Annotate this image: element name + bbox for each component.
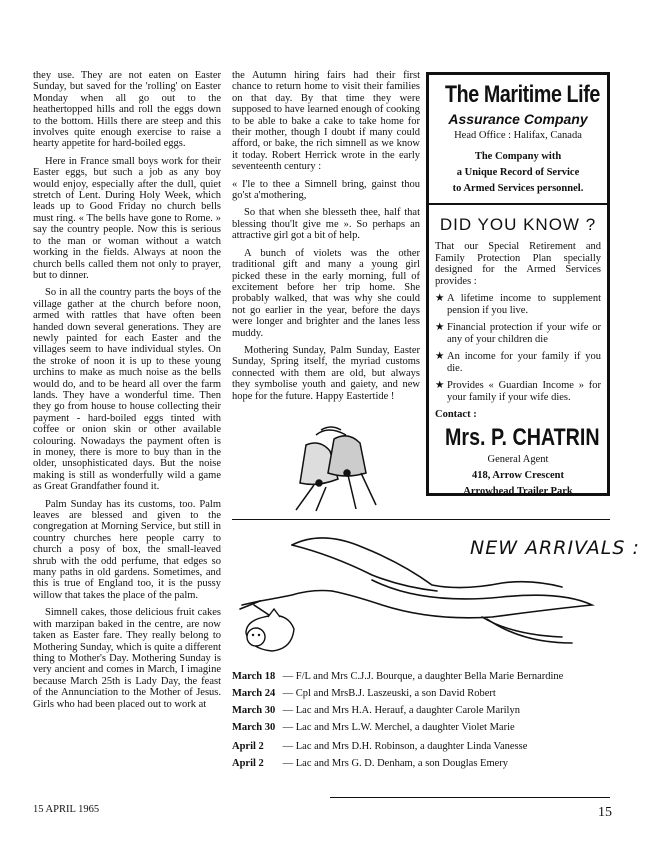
new-arrivals-heading: NEW ARRIVALS :	[470, 537, 640, 559]
paragraph: So that when she blesseth thee, half that blessing thou'lt give me ». So perhaps an attractive girl got a bit of help.	[232, 207, 420, 242]
page-number: 15	[598, 805, 612, 820]
advert-subtitle: Assurance Company	[448, 111, 588, 127]
paragraph: Simnell cakes, those delicious fruit cakes with marzipan baked in the centre, are now taken as Easter fare. They really belong to Mothering Sunday, which is quite a different thing to Mother's Day. Mothering Sunday is very ancient and comes in March, I imagine because March 25th is Lady Day, the feast of the Annunciation to the Mother of Jesus. Girls who had been placed out to work at	[33, 607, 221, 710]
address-line: 418, Arrow Crescent	[471, 470, 565, 481]
announcement-row: April 2 — Lac and Mrs G. D. Denham, a son Douglas Emery	[232, 758, 509, 769]
article-column-left	[33, 70, 221, 716]
address-line: Arrowhead Trailer Park	[463, 486, 573, 497]
announcement-row: March 18 — F/L and Mrs C.J.J. Bourque, a daughter Bella Marie Bernardine	[232, 671, 564, 682]
paragraph: Mothering Sunday, Palm Sunday, Easter Sunday, Spring itself, the myriad customs connected with them are old, but always they symbolise youth and gaiety, and new hope for the future. Happy Eastertide !	[232, 344, 420, 402]
paragraph: they use. They are not eaten on Easter Sunday, but saved for the 'rolling' on Easter Monday when all go out to the heathertopped hills and roll the eggs down to the bottom. Hills there are steep and this involves quite enough exercise to raise a hearty appetite for hard-boiled eggs.	[33, 70, 221, 150]
footer-divider	[330, 797, 610, 798]
paragraph: So in all the country parts the boys of the village gather at the church before noon, armed with rattles that have often been handed down several generations. They are newly painted for each Easter and the villages seem to have individual styles. On the stroke of noon it is up to these young urchins to make as much noise as the bells would do, and to be heard all over the farm lands. They have a wonderful time. Then they go from house to house collecting their payment - hard-boiled eggs tinted with coffee or onion skin or other available colouring. Nowadays the payment often is in money, there is more to buy than in the older, unsophisticated days. But the noise making is still as wonderfully wild a game as Great Grandfather found it.	[33, 287, 221, 493]
paragraph: Palm Sunday has its customs, too. Palm leaves are blessed and given to the congregation at Morning Service, but still in country churches here people carry to church a posy of box, the small-leaved shrub with the odd perfume, that edges so many paths in old gardens. Sometimes, and this is true of England too, it is the pussy willow that takes the place of the palm.	[33, 498, 221, 601]
birth-announcements	[232, 668, 612, 772]
star-icon: ★	[435, 380, 445, 391]
issue-date: 15 APRIL 1965	[33, 804, 100, 815]
tagline-line: to Armed Services personnel.	[452, 183, 584, 194]
advert-intro: That our Special Retirement and Family Protection Plan specially designed for the Armed Services provides :	[435, 241, 601, 287]
tagline-line: The Company with	[474, 151, 562, 162]
contact-label: Contact :	[435, 409, 477, 420]
benefit-item: ★ Provides « Guardian Income » for your family if your wife dies.	[435, 380, 601, 403]
announcement-row: March 24 — Cpl and MrsB.J. Laszeuski, a son David Robert	[232, 688, 496, 699]
benefit-item: ★ An income for your family if you die.	[435, 351, 601, 374]
star-icon: ★	[435, 322, 445, 333]
advert-benefits-list	[429, 293, 607, 403]
easter-bells-illustration	[276, 425, 386, 515]
star-icon: ★	[435, 293, 445, 304]
benefit-item: ★ Financial protection if your wife or any of your children die	[435, 322, 601, 345]
paragraph: A bunch of violets was the other traditional gift and many a young girl picked these in the early morning, full of excitement before her trip home. She probably walked, that was why she could not go earlier in the year, before the days were longer and brighter and the lanes less muddy.	[232, 247, 420, 339]
maritime-life-advert	[426, 72, 610, 496]
star-icon: ★	[435, 351, 445, 362]
agent-title: General Agent	[487, 454, 549, 465]
advert-divider	[429, 203, 607, 205]
tagline-line: a Unique Record of Service	[456, 167, 580, 178]
announcement-row: March 30 — Lac and Mrs L.W. Merchel, a daughter Violet Marie	[232, 722, 515, 733]
advert-headline: DID YOU KNOW ?	[439, 215, 597, 234]
advert-tagline	[429, 149, 607, 197]
article-column-right	[232, 70, 420, 408]
announcement-row: March 30 — Lac and Mrs H.A. Herauf, a daughter Carole Marilyn	[232, 705, 520, 716]
paragraph: Here in France small boys work for their Easter eggs, but such a job as any boy would enjoy, especially after the dull, quiet stretch of Lent. During Holy Week, which leads up to Good Friday no church bells must ring. « The bells have gone to Rome. » say the country people. Now this is serious to the man or woman without a watch working in the fields. Always at noon the church bells called them not only to prayer, but to dinner.	[33, 155, 221, 281]
announcement-row: April 2 — Lac and Mrs D.H. Robinson, a daughter Linda Vanesse	[232, 741, 528, 752]
paragraph: the Autumn hiring fairs had their first chance to return home to visit their families on that day. By that time they were supposed to have learned enough of cooking to be able to bake a cake to take home for their mother, though I doubt if many could afford, or bake, the rich simnell as we know it today. Robert Herrick wrote in the early seventeenth century :	[232, 70, 420, 173]
agent-name: Mrs. P. CHATRIN	[445, 424, 600, 451]
verse-line: « I'le to thee a Simnell bring, gainst thou go'st a'mothering,	[232, 178, 420, 202]
advert-brand: The Maritime Life	[445, 81, 600, 108]
section-divider	[232, 519, 610, 520]
advert-office: Head Office : Halifax, Canada	[454, 130, 582, 141]
agent-address	[429, 468, 607, 500]
benefit-item: ★ A lifetime income to supplement pension if you live.	[435, 293, 601, 316]
